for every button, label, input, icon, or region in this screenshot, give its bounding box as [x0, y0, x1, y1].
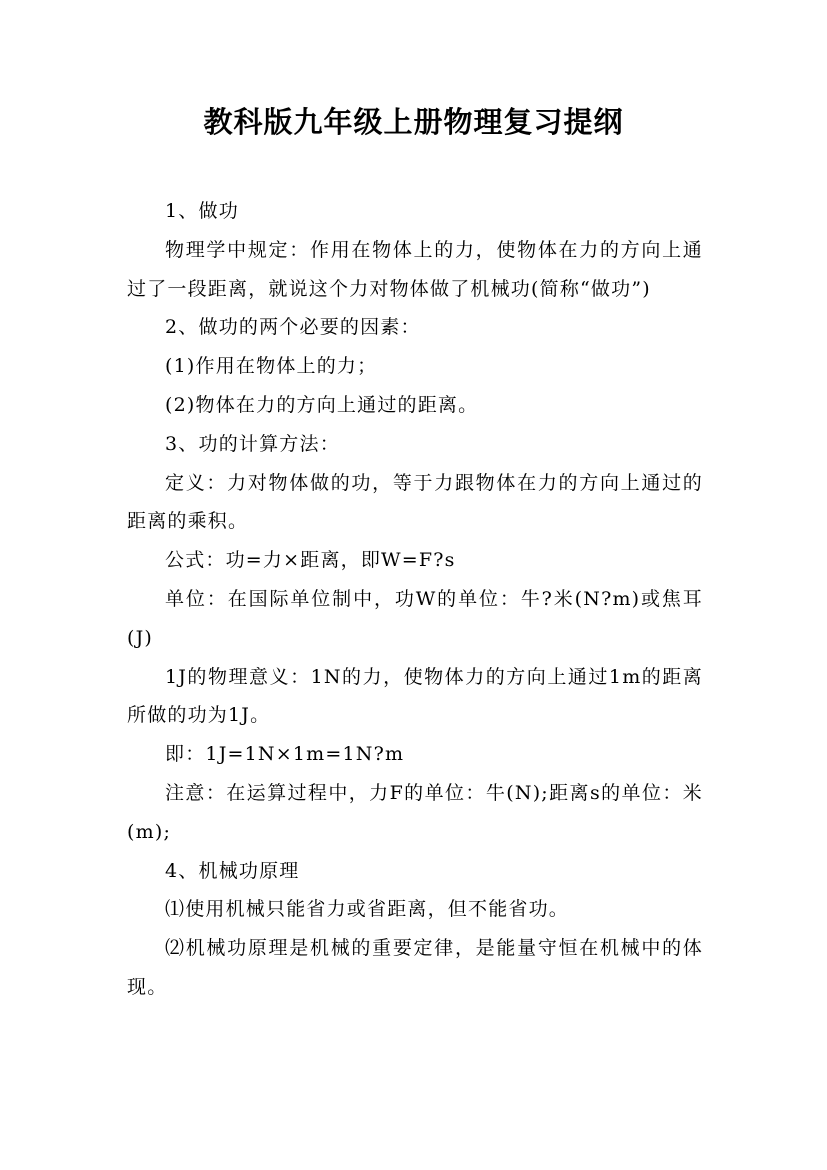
paragraph-unit: 单位：在国际单位制中，功W的单位：牛?米(N?m)或焦耳(J)	[127, 587, 703, 649]
paragraph-note: 注意：在运算过程中，力F的单位：牛(N);距离s的单位：米(m);	[127, 781, 703, 843]
factor-item-1: (1)作用在物体上的力；	[165, 355, 378, 378]
heading-mechanical-work-principle: 4、机械功原理	[165, 859, 300, 882]
paragraph-definition: 定义：力对物体做的功，等于力跟物体在力的方向上通过的距离的乘积。	[127, 471, 703, 533]
factor-item-2: (2)物体在力的方向上通过的距离。	[165, 393, 479, 416]
principle-item-1: ⑴使用机械只能省力或省距离，但不能省功。	[165, 898, 570, 921]
document-title: 教科版九年级上册物理复习提纲	[203, 105, 624, 139]
paragraph-joule-equation: 即：1J=1N×1m=1N?m	[165, 743, 405, 766]
document-body	[127, 192, 703, 1007]
paragraph-work-definition: 物理学中规定：作用在物体上的力，使物体在力的方向上通过了一段距离，就说这个力对物体做了机械功(简称“做功”)	[127, 238, 703, 300]
paragraph-formula: 公式：功=力×距离，即W=F?s	[165, 549, 456, 572]
heading-work: 1、做功	[165, 200, 239, 222]
heading-work-calculation: 3、功的计算方法：	[165, 432, 340, 455]
paragraph-joule-meaning: 1J的物理意义：1N的力，使物体力的方向上通过1m的距离所做的功为1J。	[127, 665, 703, 727]
heading-work-factors: 2、做功的两个必要的因素：	[165, 316, 421, 339]
principle-item-2: ⑵机械功原理是机械的重要定律，是能量守恒在机械中的体现。	[127, 937, 703, 998]
